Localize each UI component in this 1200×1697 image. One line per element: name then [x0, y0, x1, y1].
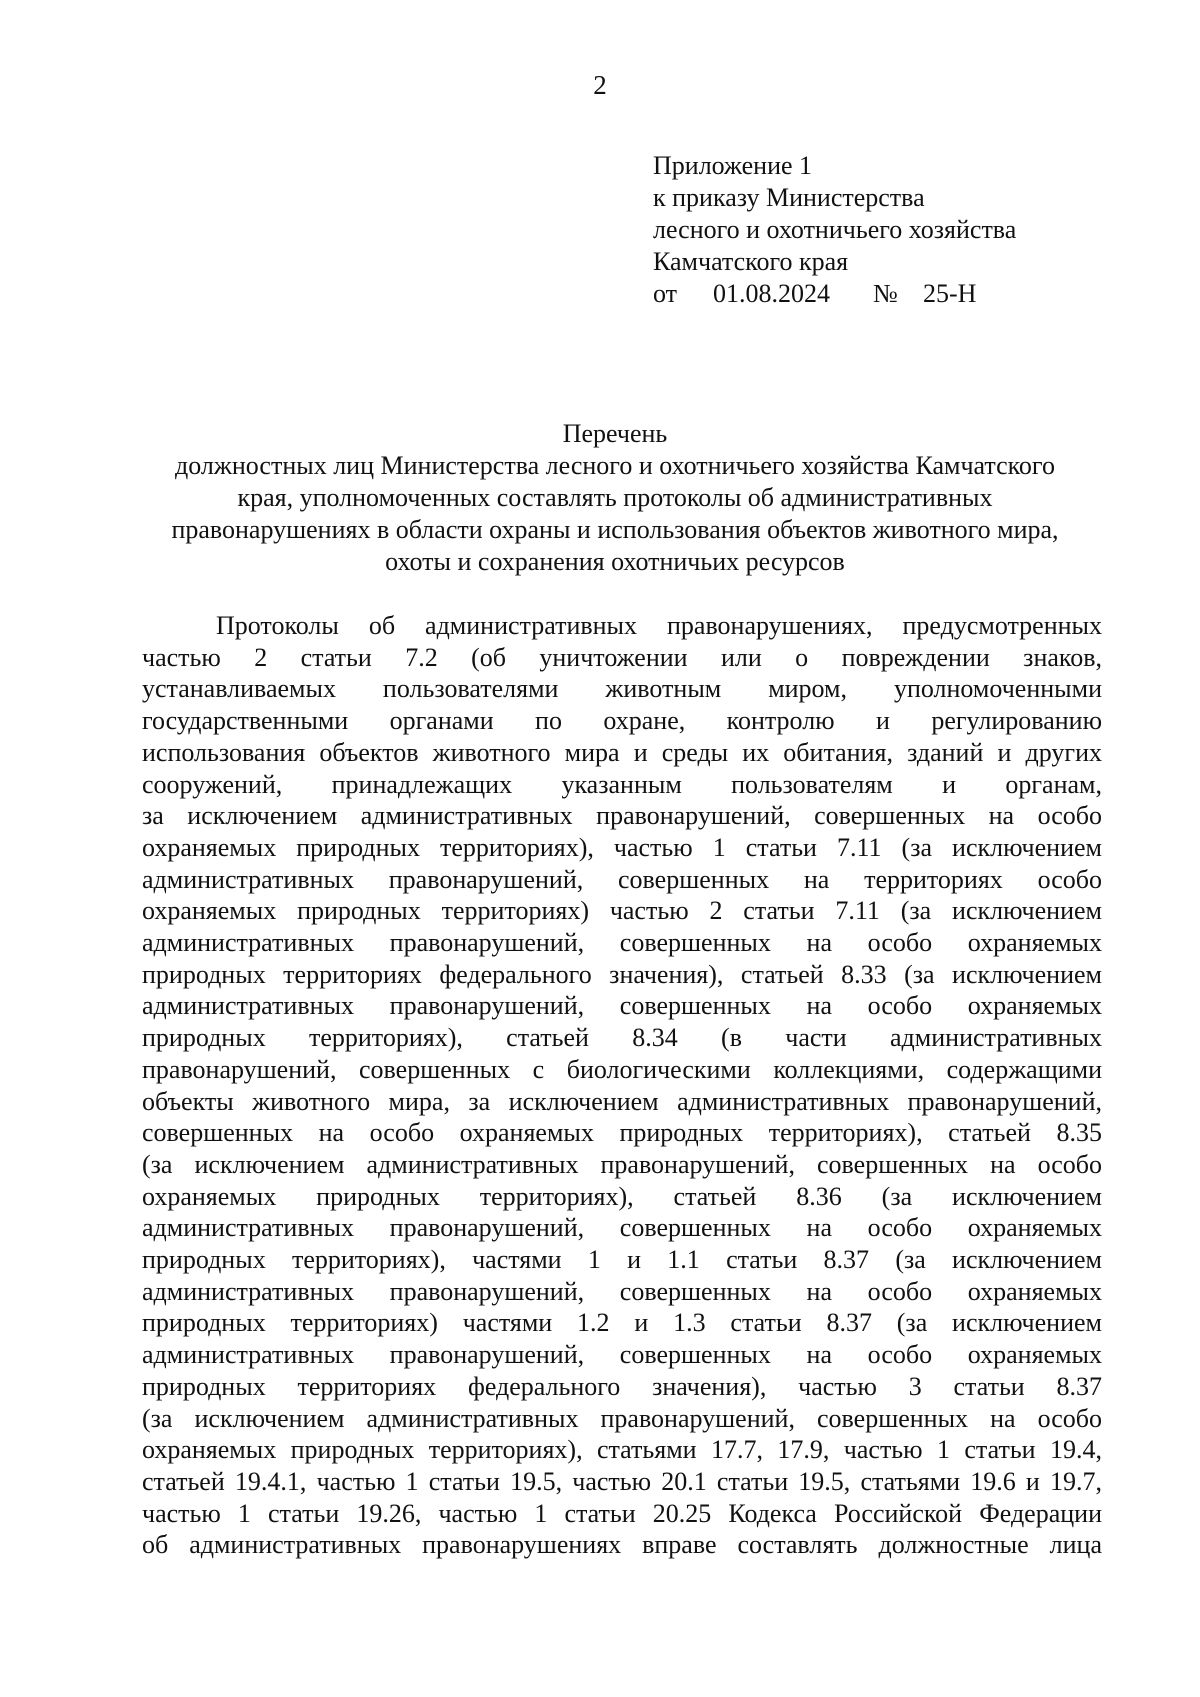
order-reference	[653, 278, 1016, 310]
order-date: 01.08.2024	[713, 279, 830, 308]
page-number: 2	[593, 70, 607, 100]
body-line: охраняемых природных территориях), статьями 17.7, 17.9, частью 1 статьи 19.4,	[142, 1435, 1102, 1465]
appendix-block	[653, 150, 1016, 310]
body-line: административных правонарушений, совершенных на особо охраняемых	[142, 1276, 1102, 1306]
body-line: за исключением административных правонарушений, совершенных на особо	[142, 801, 1102, 831]
body-line: природных территориях федерального значения), статьей 8.33 (за исключением	[142, 959, 1102, 989]
appendix-line: Камчатского края	[653, 247, 849, 276]
body-paragraph	[142, 610, 1102, 1561]
body-line: охраняемых природных территориях) частью 2 статьи 7.11 (за исключением	[142, 896, 1102, 926]
appendix-line: лесного и охотничьего хозяйства	[653, 215, 1017, 244]
body-line: административных правонарушений, совершенных на особо охраняемых	[142, 1340, 1102, 1370]
body-line: статьей 19.4.1, частью 1 статьи 19.5, частью 20.1 статьи 19.5, статьями 19.6 и 19.7,	[142, 1466, 1102, 1496]
body-line: Протоколы об административных правонарушениях, предусмотренных	[216, 611, 1102, 640]
body-line: (за исключением административных правонарушений, совершенных на особо	[142, 1149, 1102, 1179]
body-line: административных правонарушений, совершенных на особо охраняемых	[142, 1213, 1102, 1243]
body-line: административных правонарушений, совершенных на территориях особо	[142, 864, 1102, 894]
body-line: устанавливаемых пользователями животным миром, уполномоченными	[142, 674, 1102, 704]
body-line: (за исключением административных правонарушений, совершенных на особо	[142, 1403, 1102, 1433]
body-line: сооружений, принадлежащих указанным пользователям и органам,	[142, 769, 1102, 799]
body-line: охраняемых природных территориях), частью 1 статьи 7.11 (за исключением	[142, 832, 1102, 862]
body-line: частью 2 статьи 7.2 (об уничтожении или о повреждении знаков,	[142, 642, 1102, 672]
title-line: края, уполномоченных составлять протоколы об административных	[237, 483, 993, 512]
body-line: совершенных на особо охраняемых природных территориях), статьей 8.35	[142, 1118, 1102, 1148]
order-number-sign: №	[873, 279, 898, 308]
body-line: природных территориях федерального значения), частью 3 статьи 8.37	[142, 1371, 1102, 1401]
title-line: должностных лиц Министерства лесного и охотничьего хозяйства Камчатского	[175, 451, 1055, 480]
title-line: правонарушениях в области охраны и использования объектов животного мира,	[171, 515, 1059, 544]
title-line: Перечень	[562, 419, 668, 448]
title-line: охоты и сохранения охотничьих ресурсов	[385, 547, 845, 576]
body-line: государственными органами по охране, контролю и регулированию	[142, 706, 1102, 736]
body-line: использования объектов животного мира и среды их обитания, зданий и других	[142, 737, 1102, 767]
body-line: частью 1 статьи 19.26, частью 1 статьи 20.25 Кодекса Российской Федерации	[142, 1498, 1102, 1528]
body-line: природных территориях), частями 1 и 1.1 статьи 8.37 (за исключением	[142, 1245, 1102, 1275]
appendix-line: к приказу Министерства	[653, 183, 925, 212]
body-line: административных правонарушений, совершенных на особо охраняемых	[142, 991, 1102, 1021]
body-line: охраняемых природных территориях), статьей 8.36 (за исключением	[142, 1181, 1102, 1211]
appendix-line: Приложение 1	[653, 151, 813, 180]
body-line: об административных правонарушениях вправе составлять должностные лица	[142, 1530, 1102, 1560]
order-number: 25-Н	[923, 279, 977, 308]
document-title	[130, 418, 1100, 578]
body-line: объекты животного мира, за исключением административных правонарушений,	[142, 1086, 1102, 1116]
body-line: природных территориях) частями 1.2 и 1.3 статьи 8.37 (за исключением	[142, 1308, 1102, 1338]
body-line: природных территориях), статьей 8.34 (в части административных	[142, 1023, 1102, 1053]
order-from-label: от	[653, 279, 678, 308]
body-line: административных правонарушений, совершенных на особо охраняемых	[142, 928, 1102, 958]
body-line: правонарушений, совершенных с биологическими коллекциями, содержащими	[142, 1054, 1102, 1084]
